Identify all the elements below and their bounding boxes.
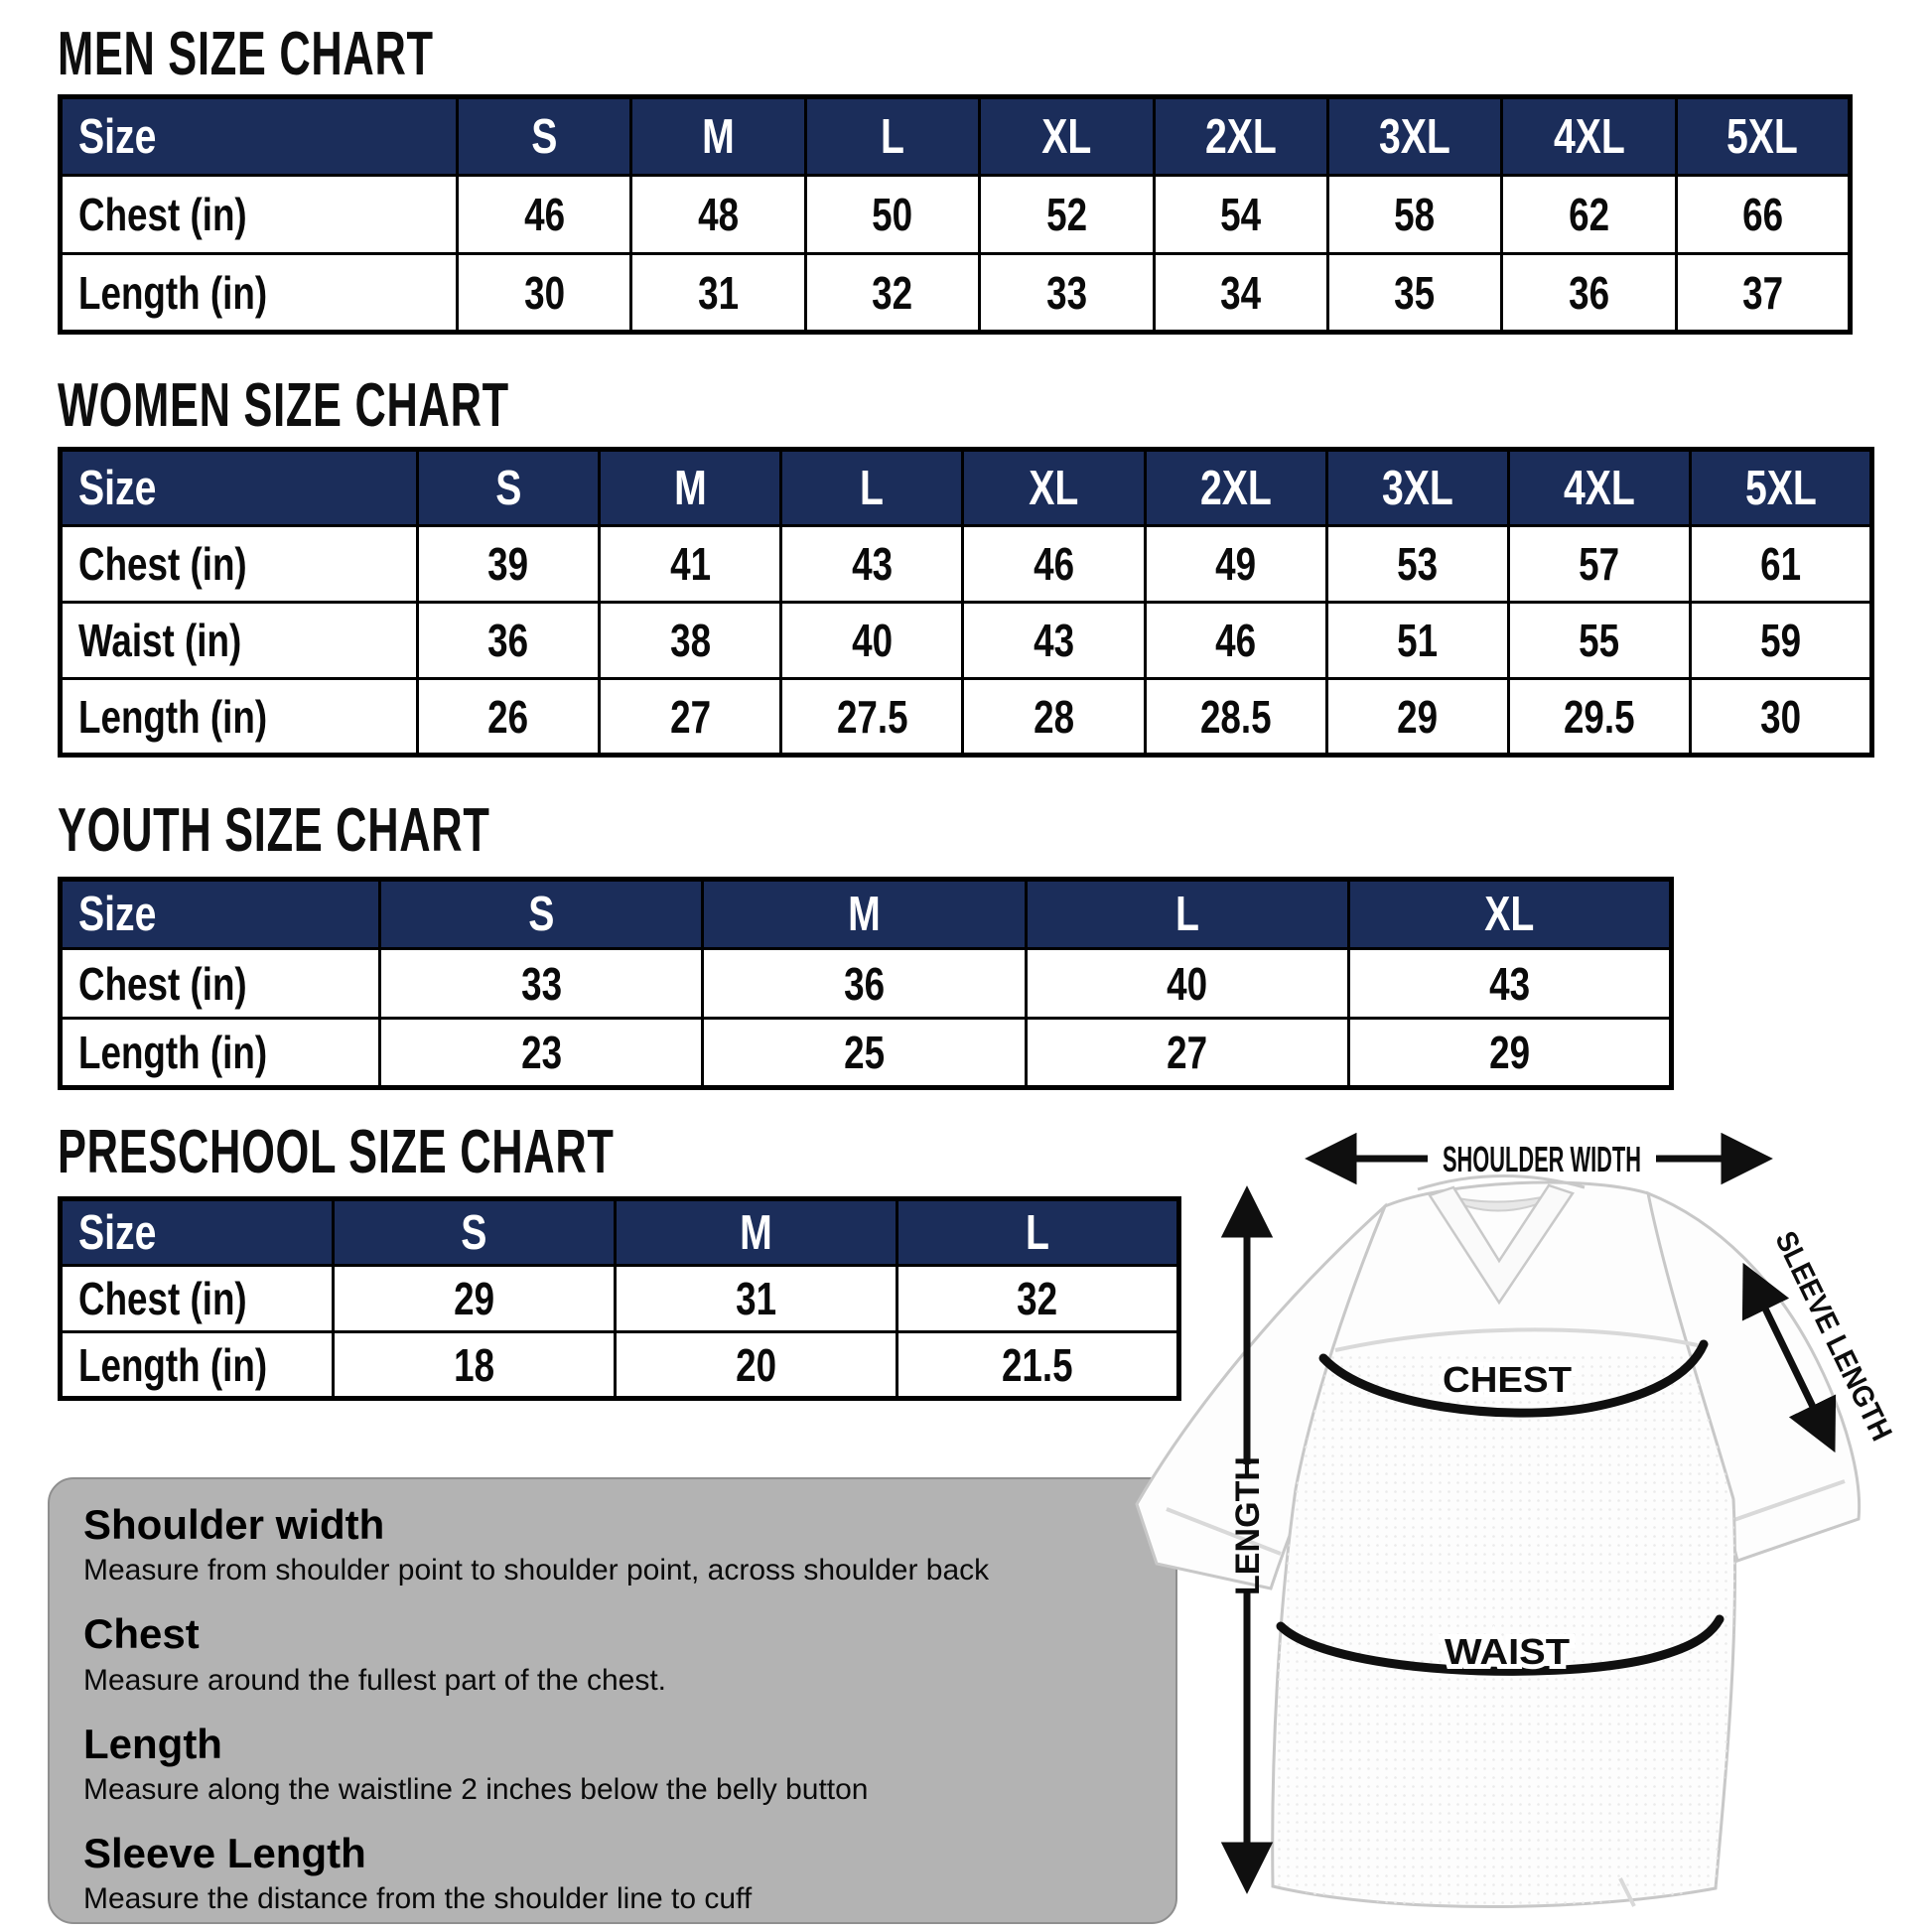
size-value-cell: 49 [1145,526,1326,603]
measurement-row-label: Length (in) [61,679,418,756]
measurement-row-label: Length (in) [61,1019,380,1088]
size-value-cell: 57 [1508,526,1690,603]
chest-label: CHEST [1443,1359,1573,1400]
size-value-cell: 38 [600,603,781,679]
size-column-header: L [1026,880,1348,949]
size-value-cell: 29.5 [1508,679,1690,756]
women-chart-title: WOMEN SIZE CHART [58,371,509,440]
size-value-cell: 33 [380,949,703,1019]
size-value-cell: 66 [1676,176,1850,254]
size-column-header: 3XL [1326,450,1508,526]
youth-size-table [58,877,1674,1090]
size-column-header: XL [963,450,1145,526]
size-value-cell: 50 [805,176,979,254]
size-value-cell: 30 [1690,679,1871,756]
size-value-cell: 36 [1502,254,1676,333]
guide-definition: Measure along the waistline 2 inches below the belly button [83,1772,869,1806]
size-table-header-row [61,97,1851,176]
men-size-table [58,94,1853,335]
youth-chart-title: YOUTH SIZE CHART [58,796,490,865]
size-value-cell: 28 [963,679,1145,756]
sleeve-length-label: SLEEVE LENGTH [1768,1226,1907,1464]
size-table-row [61,254,1851,333]
size-value-cell: 28.5 [1145,679,1326,756]
size-value-cell: 52 [980,176,1154,254]
size-value-cell: 35 [1327,254,1501,333]
size-table-row [61,1019,1672,1088]
size-column-header: 5XL [1690,450,1871,526]
size-column-header: 2XL [1145,450,1326,526]
shoulder-width-label: SHOULDER WIDTH [1443,1139,1641,1179]
measurement-row-label: Chest (in) [61,526,418,603]
size-table-header-row [61,450,1872,526]
size-column-header: M [600,450,781,526]
measurement-row-label: Chest (in) [61,1266,334,1332]
size-column-header: L [805,97,979,176]
size-value-cell: 55 [1508,603,1690,679]
size-value-cell: 31 [616,1266,897,1332]
size-value-cell: 41 [600,526,781,603]
size-value-cell: 43 [963,603,1145,679]
size-column-header: XL [1348,880,1671,949]
size-value-cell: 36 [703,949,1026,1019]
size-value-cell: 27.5 [781,679,963,756]
waist-label: WAIST [1445,1631,1571,1672]
size-header-corner: Size [61,1199,334,1266]
size-column-header: S [458,97,631,176]
size-value-cell: 36 [418,603,600,679]
size-value-cell: 25 [703,1019,1026,1088]
guide-term: Length [83,1720,222,1767]
size-value-cell: 18 [334,1332,616,1399]
guide-definition: Measure around the fullest part of the chest. [83,1663,667,1697]
measurement-row-label: Length (in) [61,254,458,333]
size-column-header: 4XL [1502,97,1676,176]
size-column-header: 3XL [1327,97,1501,176]
measurement-row-label: Chest (in) [61,176,458,254]
size-value-cell: 59 [1690,603,1871,679]
size-table-row [61,603,1872,679]
guide-definition: Measure the distance from the shoulder line to cuff [83,1882,753,1916]
size-value-cell: 27 [1026,1019,1348,1088]
size-column-header: 5XL [1676,97,1850,176]
size-value-cell: 23 [380,1019,703,1088]
size-value-cell: 29 [334,1266,616,1332]
guide-definition: Measure from shoulder point to shoulder point, across shoulder back [83,1554,990,1587]
size-column-header: L [897,1199,1179,1266]
size-header-corner: Size [61,450,418,526]
measurement-row-label: Waist (in) [61,603,418,679]
size-value-cell: 43 [781,526,963,603]
size-value-cell: 26 [418,679,600,756]
size-value-cell: 51 [1326,603,1508,679]
size-value-cell: 39 [418,526,600,603]
size-value-cell: 32 [805,254,979,333]
size-column-header: S [418,450,600,526]
size-column-header: M [616,1199,897,1266]
size-value-cell: 20 [616,1332,897,1399]
size-value-cell: 48 [631,176,805,254]
preschool-chart-title: PRESCHOOL SIZE CHART [58,1118,615,1186]
size-value-cell: 27 [600,679,781,756]
jersey-measurement-diagram [953,1112,1932,1932]
size-column-header: XL [980,97,1154,176]
size-value-cell: 40 [1026,949,1348,1019]
men-chart-title: MEN SIZE CHART [58,20,434,88]
women-size-table [58,447,1874,758]
measurement-row-label: Chest (in) [61,949,380,1019]
size-value-cell: 54 [1154,176,1327,254]
size-column-header: L [781,450,963,526]
size-value-cell: 29 [1326,679,1508,756]
size-header-corner: Size [61,97,458,176]
size-table-row [61,176,1851,254]
guide-term: Shoulder width [83,1501,385,1548]
guide-term: Sleeve Length [83,1829,366,1876]
size-value-cell: 61 [1690,526,1871,603]
size-header-corner: Size [61,880,380,949]
size-value-cell: 53 [1326,526,1508,603]
size-value-cell: 46 [1145,603,1326,679]
size-value-cell: 31 [631,254,805,333]
guide-term: Chest [83,1610,200,1658]
size-column-header: S [380,880,703,949]
size-value-cell: 21.5 [897,1332,1179,1399]
size-value-cell: 46 [458,176,631,254]
size-value-cell: 46 [963,526,1145,603]
size-table-header-row [61,880,1672,949]
size-value-cell: 40 [781,603,963,679]
size-table-row [61,949,1672,1019]
length-label: LENGTH [1229,1456,1267,1595]
size-column-header: 2XL [1154,97,1327,176]
size-value-cell: 43 [1348,949,1671,1019]
size-value-cell: 32 [897,1266,1179,1332]
size-value-cell: 62 [1502,176,1676,254]
size-table-row [61,526,1872,603]
size-column-header: M [703,880,1026,949]
size-value-cell: 58 [1327,176,1501,254]
size-value-cell: 29 [1348,1019,1671,1088]
size-value-cell: 34 [1154,254,1327,333]
measurement-row-label: Length (in) [61,1332,334,1399]
size-value-cell: 37 [1676,254,1850,333]
size-column-header: S [334,1199,616,1266]
size-table-row [61,679,1872,756]
size-column-header: 4XL [1508,450,1690,526]
size-column-header: M [631,97,805,176]
size-value-cell: 30 [458,254,631,333]
size-value-cell: 33 [980,254,1154,333]
